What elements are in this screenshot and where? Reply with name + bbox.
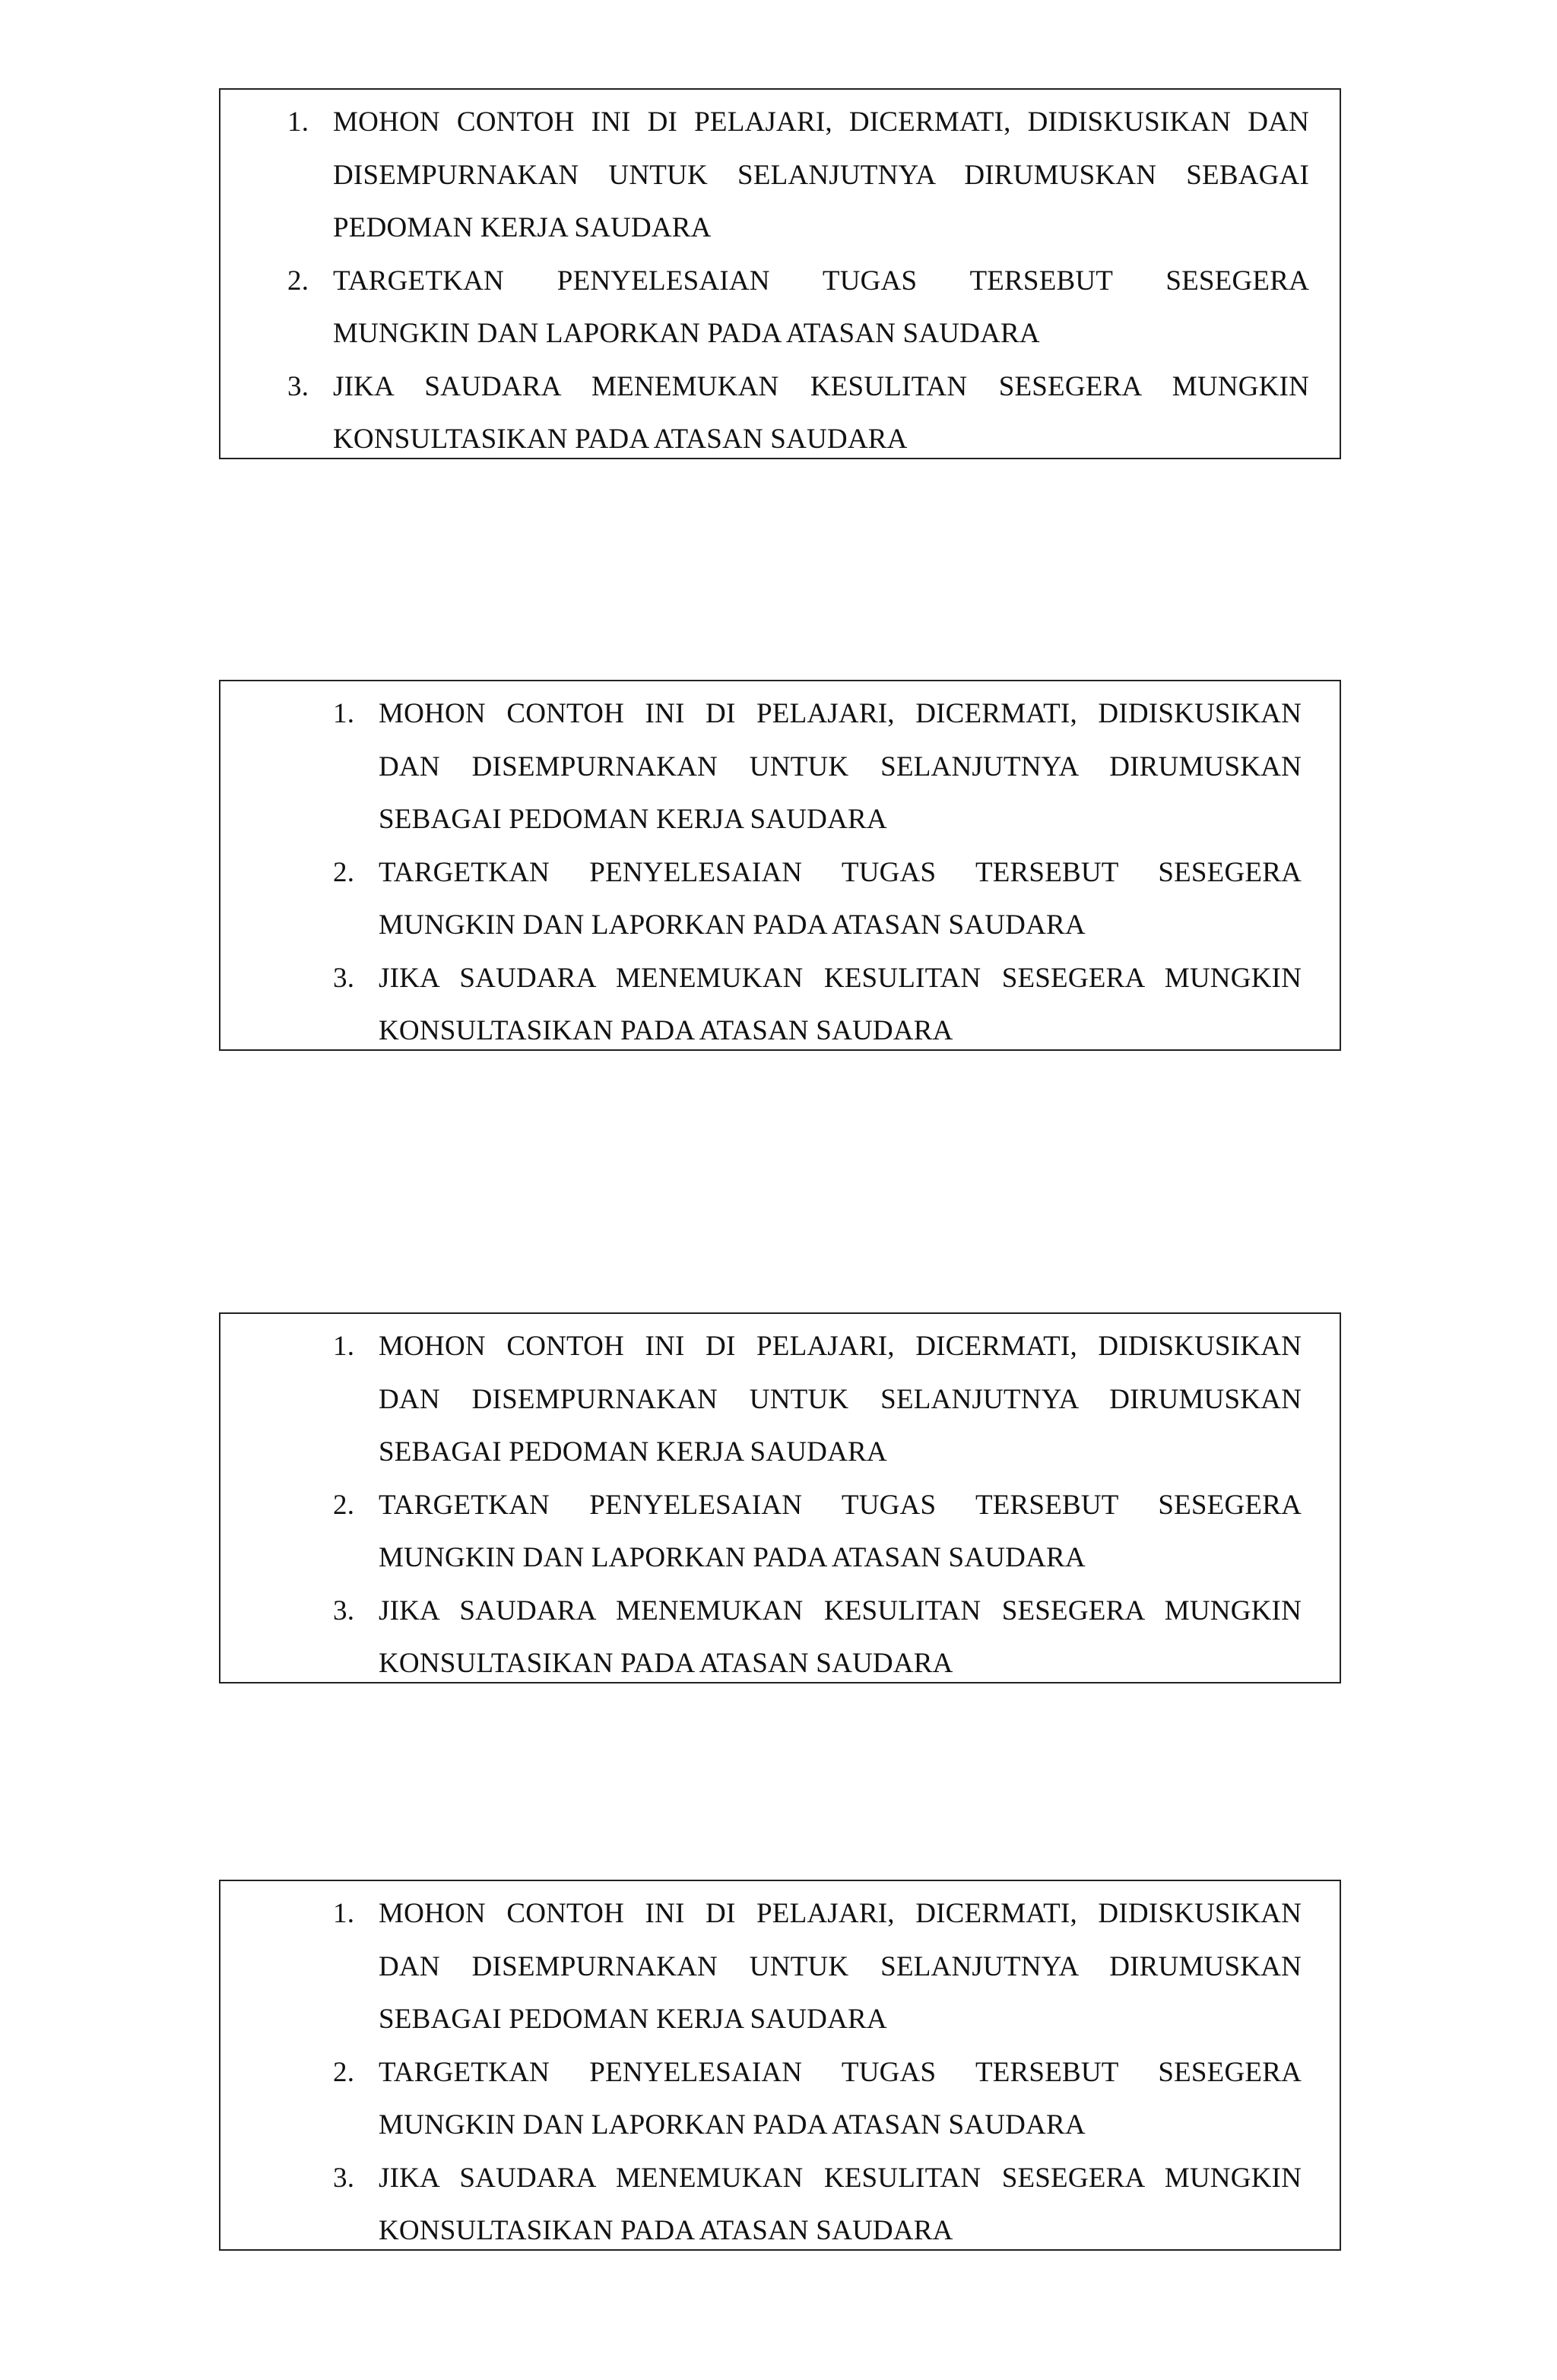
text-line: TARGETKAN PENYELESAIAN TUGAS TERSEBUT SESEGERA: [379, 856, 1302, 888]
text-line: MOHON CONTOH INI DI PELAJARI, DICERMATI, DIDISKUSIKAN: [379, 698, 1302, 729]
instruction-box-3: [219, 1312, 1341, 1683]
text-line: TARGETKAN PENYELESAIAN TUGAS TERSEBUT SESEGERA: [379, 1489, 1302, 1521]
text-line: MOHON CONTOH INI DI PELAJARI, DICERMATI, DIDISKUSIKAN: [379, 1331, 1302, 1362]
item-text: [379, 1887, 1302, 2046]
list-item: [333, 2046, 1302, 2152]
item-number: 2.: [287, 265, 309, 297]
text-line: JIKA SAUDARA MENEMUKAN KESULITAN SESEGERA MUNGKIN: [333, 370, 1309, 402]
item-text: [379, 1585, 1302, 1690]
text-line: MOHON CONTOH INI DI PELAJARI, DICERMATI, DIDISKUSIKAN: [379, 1898, 1302, 1929]
text-line: SEBAGAI PEDOMAN KERJA SAUDARA: [379, 1436, 887, 1468]
text-line: MOHON CONTOH INI DI PELAJARI, DICERMATI, DIDISKUSIKAN DAN: [333, 106, 1309, 138]
item-text: [333, 255, 1309, 360]
item-text: [333, 96, 1309, 255]
list-item: [333, 1585, 1302, 1690]
item-text: [379, 846, 1302, 952]
list-item: [333, 687, 1302, 846]
text-line: PEDOMAN KERJA SAUDARA: [333, 212, 712, 243]
text-line: TARGETKAN PENYELESAIAN TUGAS TERSEBUT SESEGERA: [333, 265, 1309, 297]
text-line: MUNGKIN DAN LAPORKAN PADA ATASAN SAUDARA: [333, 318, 1040, 349]
text-line: SEBAGAI PEDOMAN KERJA SAUDARA: [379, 2004, 887, 2035]
instruction-list: [220, 1314, 1340, 1690]
text-line: KONSULTASIKAN PADA ATASAN SAUDARA: [379, 1015, 953, 1046]
item-number: 3.: [333, 962, 355, 994]
item-text: [379, 2046, 1302, 2152]
text-line: JIKA SAUDARA MENEMUKAN KESULITAN SESEGERA MUNGKIN: [379, 962, 1302, 994]
text-line: KONSULTASIKAN PADA ATASAN SAUDARA: [333, 424, 908, 455]
instruction-list: [220, 1881, 1340, 2258]
item-number: 1.: [333, 1331, 355, 1362]
item-number: 3.: [333, 1595, 355, 1626]
item-number: 1.: [287, 106, 309, 138]
list-item: [333, 1479, 1302, 1585]
instruction-list: [220, 681, 1340, 1058]
text-line: DAN DISEMPURNAKAN UNTUK SELANJUTNYA DIRUMUSKAN: [379, 1950, 1302, 1982]
list-item: [333, 952, 1302, 1058]
instruction-box-1: [219, 88, 1341, 459]
text-line: JIKA SAUDARA MENEMUKAN KESULITAN SESEGERA MUNGKIN: [379, 2162, 1302, 2194]
item-number: 1.: [333, 698, 355, 729]
item-number: 2.: [333, 1489, 355, 1521]
list-item: [333, 846, 1302, 952]
item-text: [379, 952, 1302, 1058]
item-text: [379, 1479, 1302, 1585]
item-text: [379, 1320, 1302, 1479]
text-line: JIKA SAUDARA MENEMUKAN KESULITAN SESEGERA MUNGKIN: [379, 1595, 1302, 1626]
text-line: MUNGKIN DAN LAPORKAN PADA ATASAN SAUDARA: [379, 1542, 1086, 1573]
list-item: [287, 96, 1309, 255]
text-line: KONSULTASIKAN PADA ATASAN SAUDARA: [379, 1648, 953, 1679]
text-line: MUNGKIN DAN LAPORKAN PADA ATASAN SAUDARA: [379, 2109, 1086, 2140]
text-line: TARGETKAN PENYELESAIAN TUGAS TERSEBUT SESEGERA: [379, 2056, 1302, 2088]
item-number: 2.: [333, 2056, 355, 2088]
instruction-list: [220, 90, 1340, 466]
item-number: 3.: [287, 370, 309, 402]
list-item: [333, 1887, 1302, 2046]
text-line: DISEMPURNAKAN UNTUK SELANJUTNYA DIRUMUSKAN SEBAGAI: [333, 159, 1309, 191]
text-line: KONSULTASIKAN PADA ATASAN SAUDARA: [379, 2215, 953, 2246]
item-text: [379, 2152, 1302, 2258]
instruction-box-4: [219, 1880, 1341, 2251]
instruction-box-2: [219, 680, 1341, 1051]
item-number: 1.: [333, 1898, 355, 1929]
item-text: [379, 687, 1302, 846]
text-line: DAN DISEMPURNAKAN UNTUK SELANJUTNYA DIRUMUSKAN: [379, 1383, 1302, 1415]
item-number: 3.: [333, 2162, 355, 2194]
text-line: MUNGKIN DAN LAPORKAN PADA ATASAN SAUDARA: [379, 909, 1086, 941]
text-line: DAN DISEMPURNAKAN UNTUK SELANJUTNYA DIRUMUSKAN: [379, 750, 1302, 782]
item-number: 2.: [333, 856, 355, 888]
list-item: [287, 255, 1309, 360]
text-line: SEBAGAI PEDOMAN KERJA SAUDARA: [379, 804, 887, 835]
list-item: [333, 2152, 1302, 2258]
list-item: [333, 1320, 1302, 1479]
item-text: [333, 360, 1309, 466]
list-item: [287, 360, 1309, 466]
